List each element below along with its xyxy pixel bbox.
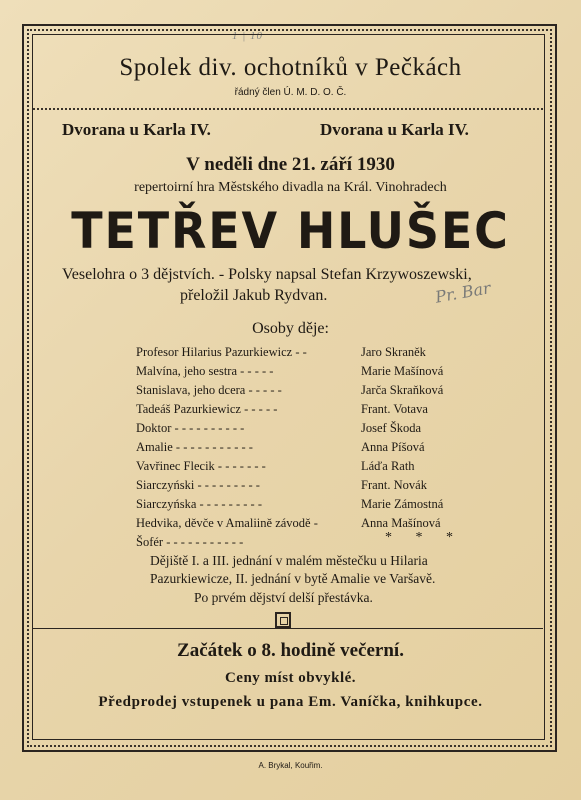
association-name: Spolek div. ochotníků v Pečkách <box>119 54 462 81</box>
cast-actor: Láďa Rath <box>361 459 415 473</box>
genre-author-line: Veselohra o 3 dějstvích. - Polsky napsal Stefan Krzywoszewski, <box>62 266 472 283</box>
cast-actor: Jarča Skraňková <box>361 383 444 397</box>
cast-heading: Osoby děje: <box>252 320 329 337</box>
cast-actor: Marie Zámostná <box>361 497 444 511</box>
venue-right: Dvorana u Karla IV. <box>320 120 469 139</box>
divider-top <box>33 108 543 110</box>
presale-note: Předprodej vstupenek u pana Em. Vaníčka, knihkupce. <box>98 694 483 710</box>
cast-actor: Frant. Novák <box>361 478 427 492</box>
translator-line: přeložil Jakub Rydvan. <box>180 287 328 304</box>
cast-actor: Frant. Votava <box>361 402 428 416</box>
venue-left: Dvorana u Karla IV. <box>62 120 211 139</box>
prices-note: Ceny míst obvyklé. <box>224 670 357 686</box>
setting-line: Pazurkiewicze, II. jednání v bytě Amalie ve Varšavě. <box>150 571 436 586</box>
cast-role: Vavřinec Flecik - - - - - - - <box>136 459 266 473</box>
cast-actor: Anna Píšová <box>361 440 425 454</box>
membership-note: řádný člen Ú. M. D. O. Č. <box>234 87 347 98</box>
printer-credit: A. Brykal, Kouřim. <box>258 761 323 770</box>
cast-actor: Anna Mašínová <box>361 516 441 530</box>
cast-actor: Josef Škoda <box>361 421 422 435</box>
setting-line: Dějiště I. a III. jednání v malém městečku u Hilaria <box>150 553 428 568</box>
cast-actor: Marie Mašínová <box>361 364 444 378</box>
performance-date: V neděli dne 21. září 1930 <box>186 154 395 175</box>
repertoire-note: repertoirní hra Městského divadla na Král. Vinohradech <box>134 180 447 195</box>
cast-role: Siarczyńska - - - - - - - - - <box>136 497 262 511</box>
ornament-icon <box>275 612 291 628</box>
pencil-mark: 1 | 10 <box>232 30 264 42</box>
cast-role: Šofér - - - - - - - - - - - <box>136 535 244 549</box>
cast-role: Stanislava, jeho dcera - - - - - <box>136 383 282 397</box>
intermission-note: Po prvém dějství delší přestávka. <box>194 590 373 605</box>
cast-role: Amalie - - - - - - - - - - - <box>136 440 253 454</box>
start-time: Začátek o 8. hodině večerní. <box>177 640 404 661</box>
divider-bottom <box>33 628 543 629</box>
cast-role: Siarczyński - - - - - - - - - <box>136 478 260 492</box>
cast-role: Tadeáš Pazurkiewicz - - - - - <box>136 402 278 416</box>
cast-actor: Jaro Skraněk <box>361 345 426 359</box>
handwritten-signature: Pr. Bar <box>433 278 493 307</box>
cast-stars: * * * <box>385 530 463 545</box>
cast-role: Hedvika, děvče v Amaliině závodě - <box>136 516 318 530</box>
cast-role: Doktor - - - - - - - - - - <box>136 421 245 435</box>
cast-role: Malvína, jeho sestra - - - - - <box>136 364 274 378</box>
play-title: TETŘEV HLUŠEC <box>71 202 510 260</box>
cast-role: Profesor Hilarius Pazurkiewicz - - <box>136 345 307 359</box>
